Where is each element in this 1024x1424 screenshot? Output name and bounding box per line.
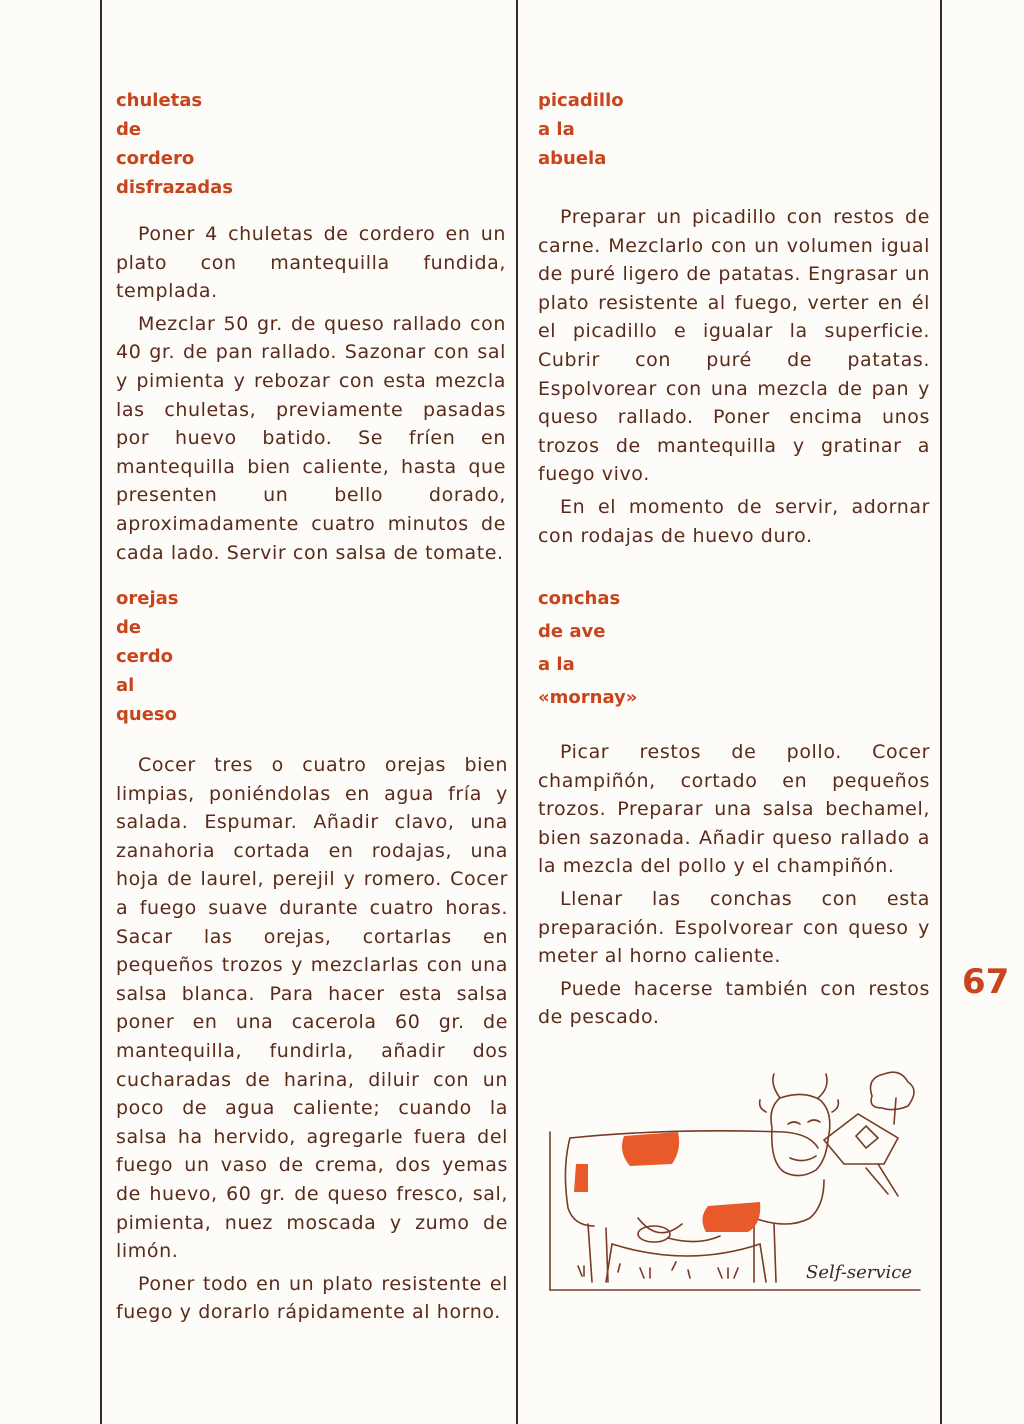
recipe-title-line: disfrazadas <box>116 177 233 198</box>
cow-drawing-svg <box>548 1068 932 1294</box>
recipe-title-line: cerdo <box>116 646 174 667</box>
column-rule-right <box>940 0 942 1424</box>
recipe-title <box>538 582 930 714</box>
illustration-caption: Self-service <box>806 1262 912 1283</box>
recipe-title <box>116 584 508 729</box>
recipe-title-line: «mornay» <box>538 687 638 708</box>
recipe-paragraph: En el momento de servir, adornar con rodajas de huevo duro. <box>538 495 930 547</box>
cow-illustration <box>548 1068 932 1294</box>
recipe-chuletas-de-cordero <box>116 86 506 571</box>
column-rule-left <box>100 0 102 1424</box>
recipe-title-line: al <box>116 675 135 696</box>
recipe-paragraph: Llenar las conchas con esta preparación. Espolvorear con queso y meter al horno caliente. <box>538 887 930 968</box>
recipe-picadillo-a-la-abuela <box>538 86 930 554</box>
recipe-paragraph: Cocer tres o cuatro orejas bien limpias, poniéndolas en agua fría y salada. Espumar. Añadir clavo, una zanahoria cortada en rodajas, una hoja de laurel, perejil y romero. Cocer a fuego suave durante cuatro horas. Sacar las orejas, cortarlas en pequeños trozos y mezclarlas con una salsa blanca. Para hacer esta salsa poner en una cacerola 60 gr. de mantequilla, fundirla, añadir dos cucharadas de harina, diluir con un poco de agua caliente; cuando la salsa ha hervido, agregarle fuera del fuego un vaso de crema, dos yemas de huevo, 60 gr. de queso fresco, sal, pimienta, nuez moscada y zumo de limón. <box>116 754 508 1263</box>
recipe-paragraph: Preparar un picadillo con restos de carne. Mezclarlo con un volumen igual de puré ligero de patatas. Engrasar un plato resistente al fuego, verter en él el picadillo e igualar la superficie. Cubrir con puré de patatas. Espolvorear con una mezcla de pan y queso rallado. Poner encima unos trozos de mantequilla y gratinar a fuego vivo. <box>538 206 930 486</box>
recipe-title-line: de <box>116 617 142 638</box>
page-number: 67 <box>962 962 1010 1002</box>
recipe-title-line: abuela <box>538 148 607 169</box>
recipe-title <box>116 86 506 202</box>
recipe-title-line: queso <box>116 704 177 725</box>
recipe-title <box>538 86 930 173</box>
recipe-title-line: conchas <box>538 588 621 609</box>
recipe-paragraph: Poner 4 chuletas de cordero en un plato con mantequilla fundida, templada. <box>116 223 506 303</box>
recipe-title-line: picadillo <box>538 90 624 111</box>
recipe-title-line: de <box>116 119 142 140</box>
recipe-paragraph: Mezclar 50 gr. de queso rallado con 40 gr. de pan rallado. Sazonar con sal y pimienta y rebozar con esta mezcla las chuletas, previamente pasadas por huevo batido. Se fríen en mantequilla bien caliente, hasta que presenten un bello dorado, aproximadamente cuatro minutos de cada lado. Servir con salsa de tomate. <box>116 312 506 564</box>
column-rule-middle <box>516 0 518 1424</box>
recipe-paragraph: Picar restos de pollo. Cocer champiñón, cortado en pequeños trozos. Preparar una salsa bechamel, bien sazonada. Añadir queso rallado a la mezcla del pollo y el champiñón. <box>538 741 930 878</box>
recipe-title-line: a la <box>538 654 575 675</box>
recipe-title-line: de ave <box>538 621 606 642</box>
recipe-title-line: chuletas <box>116 90 203 111</box>
recipe-title-line: a la <box>538 119 575 140</box>
recipe-title-line: orejas <box>116 588 179 609</box>
recipe-paragraph: Puede hacerse también con restos de pescado. <box>538 977 930 1029</box>
recipe-orejas-de-cerdo <box>116 584 508 1331</box>
recipe-paragraph: Poner todo en un plato resistente el fuego y dorarlo rápidamente al horno. <box>116 1272 508 1324</box>
recipe-conchas-de-ave <box>538 582 930 1036</box>
recipe-title-line: cordero <box>116 148 195 169</box>
